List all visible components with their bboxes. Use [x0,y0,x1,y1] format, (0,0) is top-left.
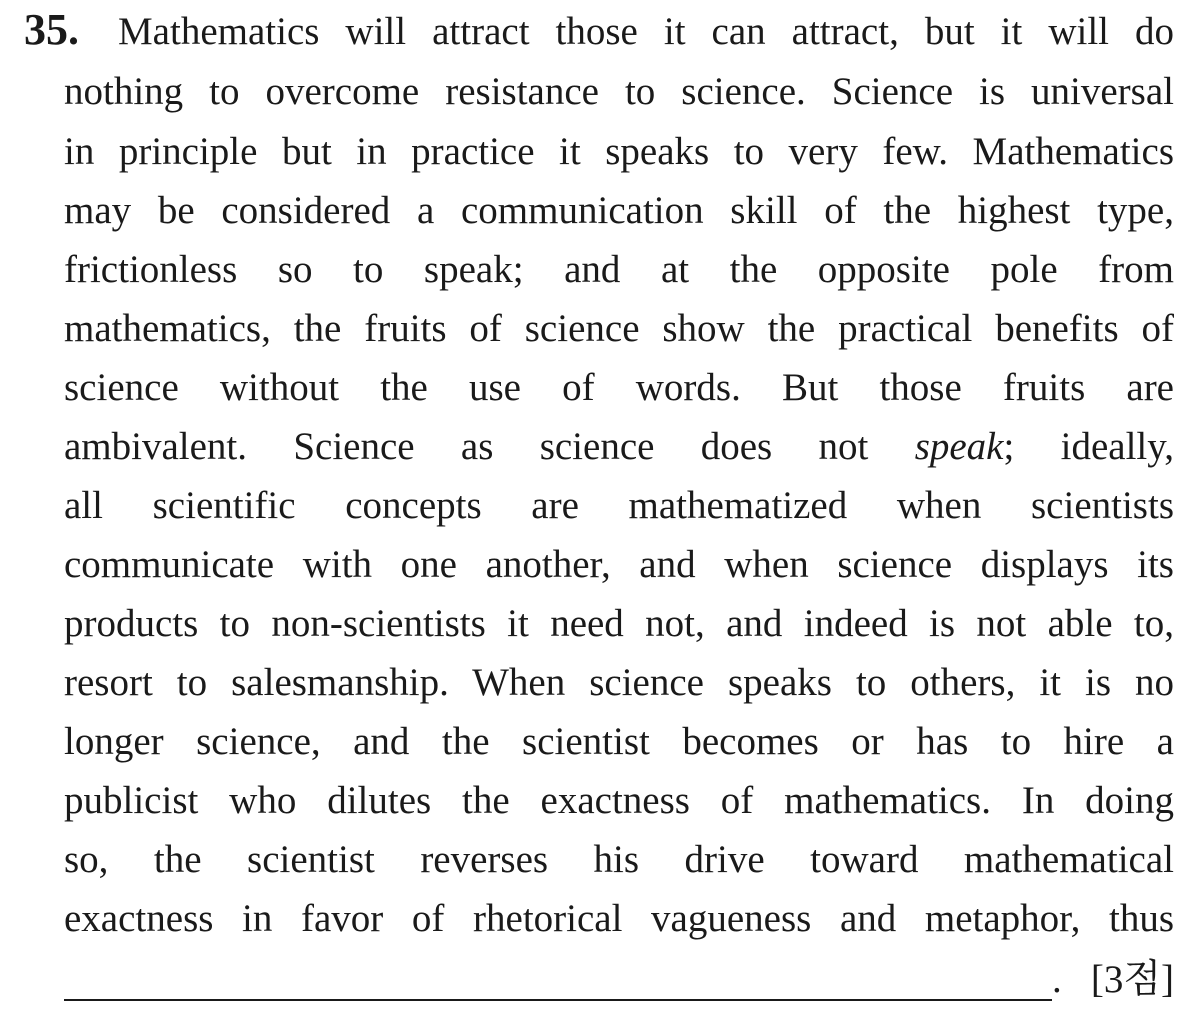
passage-line-6: mathematics, the fruits of science show the practical benefits of [64,307,1174,350]
passage-line-8-end: ; ideally, [1003,425,1174,468]
passage-line-15: so, the scientist reverses his drive toward mathematical [64,838,1174,881]
passage-line-12: resort to salesmanship. When science speaks to others, it is no [64,661,1174,704]
passage-line-10: communicate with one another, and when science displays its [64,543,1174,586]
emphasized-word: speak [914,425,1004,468]
blank-period: . [1052,958,1062,1001]
answer-blank-row [64,956,1174,1004]
passage-line-5: frictionless so to speak; and at the opposite pole from [64,248,1174,291]
passage-line-14: publicist who dilutes the exactness of mathematics. In doing [64,779,1174,822]
question-number: 35. [24,5,79,54]
passage-line-1: Mathematics will attract those it can attract, but it will do [118,10,1174,53]
passage-line-8 [64,423,1174,471]
answer-blank [64,999,1052,1001]
passage-line-8-start: ambivalent. Science as science does not [64,425,915,468]
passage-line-9: all scientific concepts are mathematized when scientists [64,484,1174,527]
passage-line-4: may be considered a communication skill of the highest type, [64,189,1174,232]
passage-line-11: products to non-scientists it need not, and indeed is not able to, [64,602,1174,645]
points-label: [3점] [1090,958,1174,1001]
passage-line-7: science without the use of words. But those fruits are [64,366,1174,409]
passage-line-3: in principle but in practice it speaks to very few. Mathematics [64,130,1174,173]
passage-line-2: nothing to overcome resistance to science. Science is universal [64,70,1174,113]
passage-line-13: longer science, and the scientist becomes or has to hire a [64,720,1174,763]
passage-line-16: exactness in favor of rhetorical vagueness and metaphor, thus [64,897,1174,940]
